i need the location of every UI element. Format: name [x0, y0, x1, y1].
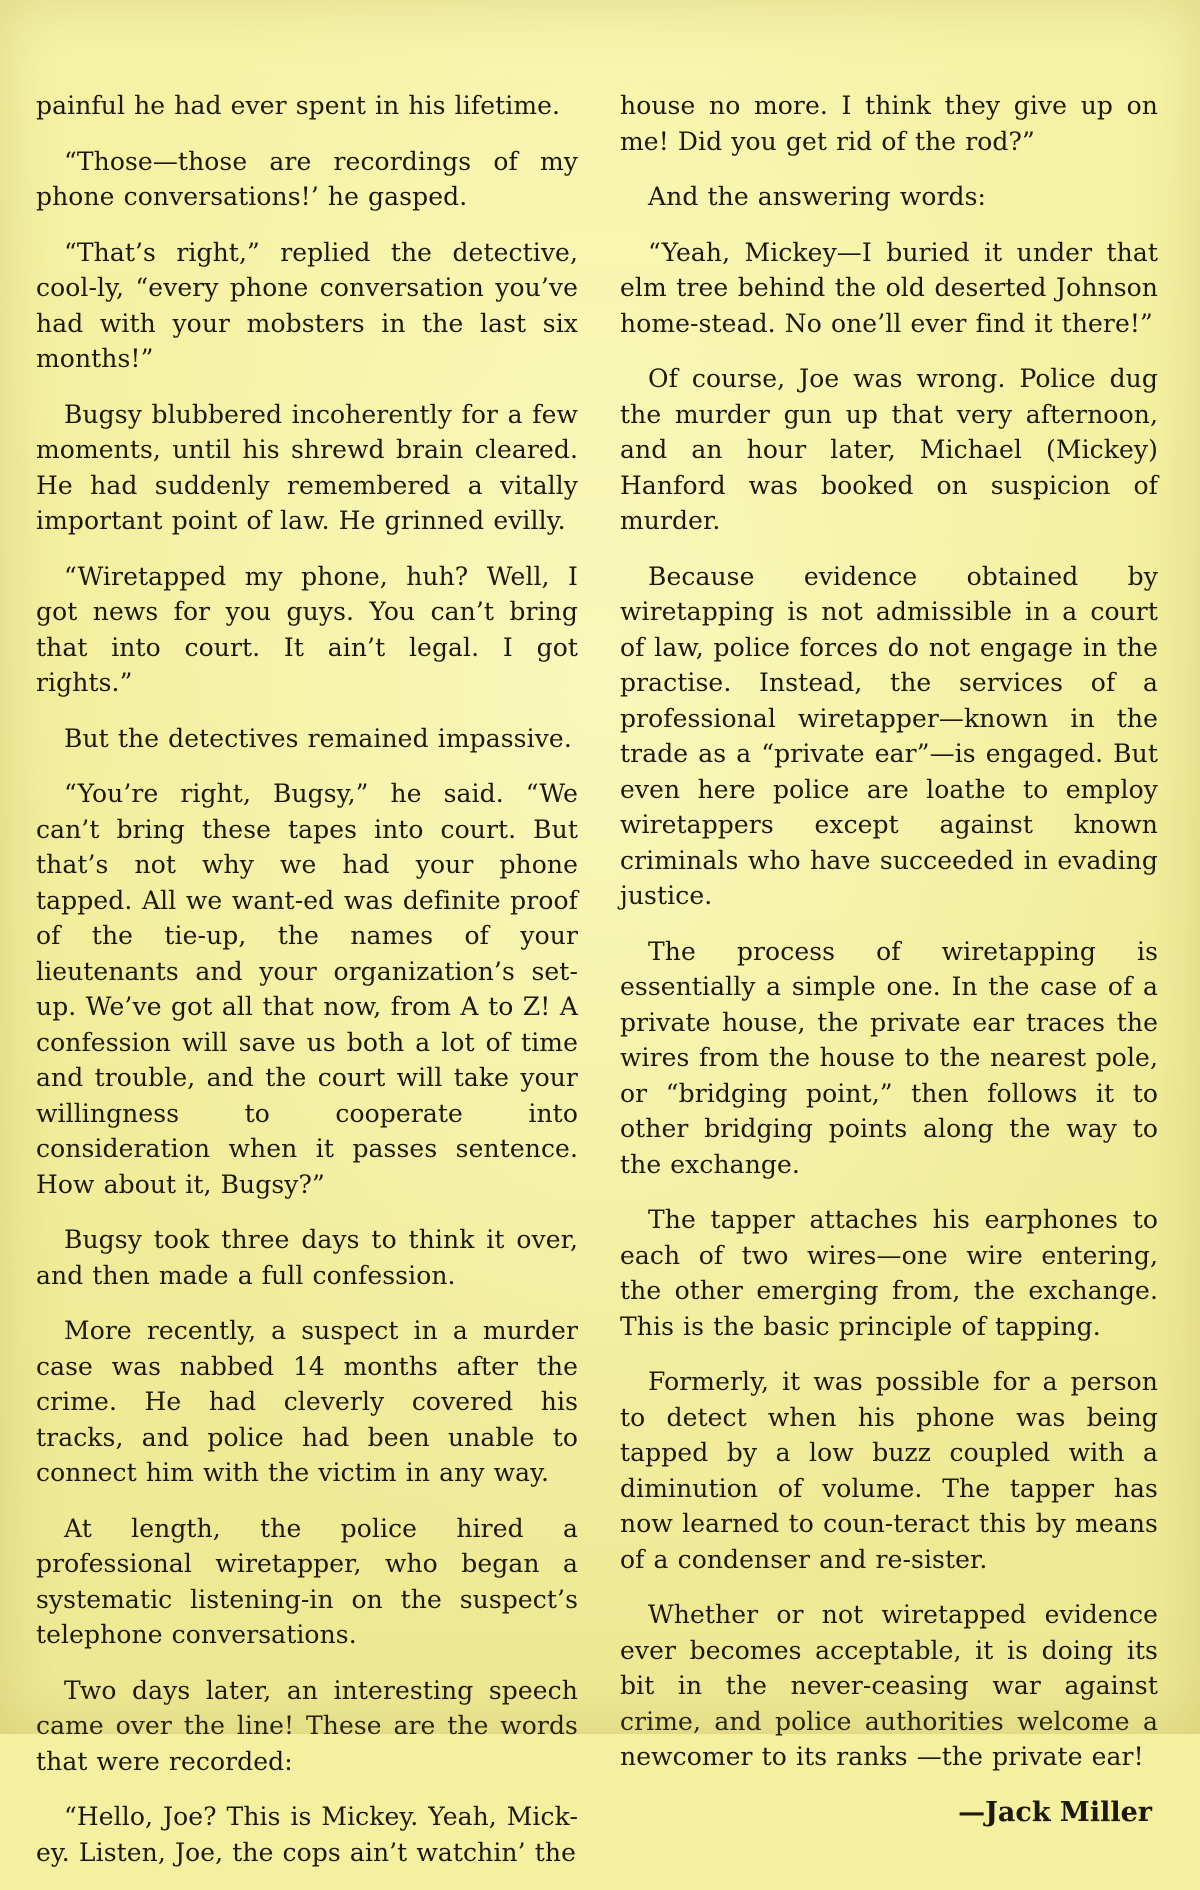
paragraph: “Hello, Joe? This is Mickey. Yeah, Mick-ey. Listen, Joe, the cops ain’t watchin’ the — [36, 1802, 578, 1867]
paragraph: More recently, a suspect in a murder case was nabbed 14 months after the crime. He had cleverly covered his tracks, and police had been unable to connect him with the victim in any way. — [36, 1316, 578, 1487]
paragraph: house no more. I think they give up on me! Did you get rid of the rod?” — [620, 91, 1158, 156]
author-signature: —Jack Miller — [958, 1796, 1152, 1828]
paragraph: painful he had ever spent in his lifetime. — [36, 91, 561, 120]
paragraph: Formerly, it was possible for a person to detect when his phone was being tapped by a low buzz coupled with a diminution of volume. The tapper has now learned to coun-teract this by means of a condenser and re-sister. — [620, 1367, 1158, 1574]
paragraph: Bugsy took three days to think it over, and then made a full confession. — [36, 1225, 578, 1290]
paragraph: At length, the police hired a professional wiretapper, who began a systematic listening-in on the suspect’s telephone conversations. — [36, 1513, 578, 1649]
paragraph: “Wiretapped my phone, huh? Well, I got news for you guys. You can’t bring that into court. It ain’t legal. I got rights.” — [36, 561, 578, 697]
paragraph: The process of wiretapping is essentially a simple one. In the case of a private house, the private ear traces the wires from the house to the nearest pole, or “bridging point,” then follows it to other bridging points along the way to the exchange. — [620, 936, 1158, 1179]
paragraph: Of course, Joe was wrong. Police dug the murder gun up that very afternoon, and an hour later, Michael (Mickey) Hanford was booked on suspicion of murder. — [620, 364, 1158, 535]
paragraph: And the answering words: — [648, 182, 987, 211]
right-column — [620, 88, 1158, 1830]
paragraph: “You’re right, Bugsy,” he said. “We can’t bring these tapes into court. But that’s not why we had your phone tapped. All we want-ed was definite proof of the tie-up, the names of your lieutenants and your organization’s set-up. We’ve got all that now, from A to Z! A confession will save us both a lot of time and trouble, and the court will take your willingness to cooperate into consideration when it passes sentence. How about it, Bugsy?” — [36, 779, 578, 1199]
paragraph: “That’s right,” replied the detective, cool-ly, “every phone conversation you’ve had with your mobsters in the last six months!” — [36, 237, 578, 373]
paragraph: “Those—those are recordings of my phone conversations!’ he gasped. — [36, 146, 578, 211]
left-column — [36, 88, 578, 1890]
paragraph: Bugsy blubbered incoherently for a few moments, until his shrewd brain cleared. He had suddenly remembered a vitally important point of law. He grinned evilly. — [36, 399, 578, 535]
paragraph: Whether or not wiretapped evidence ever becomes acceptable, it is doing its bit in the never-ceasing war against crime, and police authorities welcome a newcomer to its ranks —the private ear! — [620, 1600, 1158, 1771]
paragraph: Because evidence obtained by wiretapping is not admissible in a court of law, police forces do not engage in the practise. Instead, the services of a professional wiretapper—known in the trade as a “private ear”—is engaged. But even here police are loathe to employ wiretappers except against known criminals who have succeeded in evading justice. — [620, 561, 1158, 910]
paragraph: The tapper attaches his earphones to each of two wires—one wire entering, the other emerging from, the exchange. This is the basic principle of tapping. — [620, 1205, 1158, 1341]
paragraph: “Yeah, Mickey—I buried it under that elm tree behind the old deserted Johnson home-stead. No one’ll ever find it there!” — [620, 237, 1158, 338]
paragraph: Two days later, an interesting speech came over the line! These are the words that were recorded: — [36, 1675, 578, 1776]
paragraph: But the detectives remained impassive. — [64, 723, 572, 753]
